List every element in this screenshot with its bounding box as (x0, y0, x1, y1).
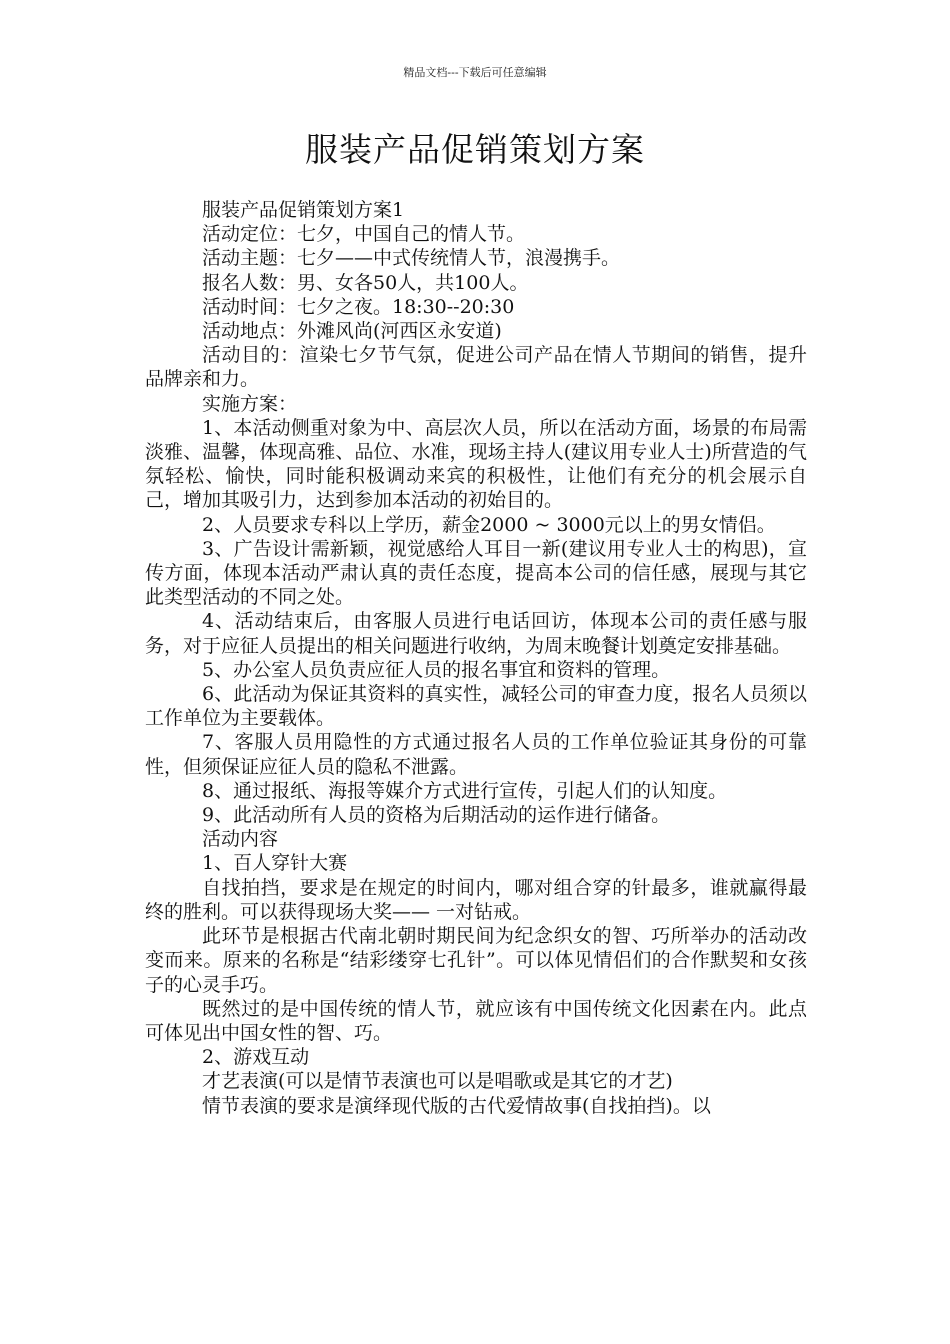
paragraph-subtitle: 服装产品促销策划方案1 (202, 199, 405, 221)
paragraph-plan-item-3: 3、广告设计需新颖，视觉感给人耳目一新(建议用专业人士的构思)，宣传方面，体现本活动严肃认真的责任态度，提高本公司的信任感，展现与其它此类型活动的不同之处。 (145, 537, 807, 609)
paragraph-purpose: 活动目的：渲染七夕节气氛，促进公司产品在情人节期间的销售，提升品牌亲和力。 (145, 344, 807, 391)
paragraph-plan-item-5: 5、办公室人员负责应征人员的报名事宜和资料的管理。 (202, 658, 671, 681)
paragraph-location: 活动地点：外滩风尚(河西区永安道) (202, 320, 502, 343)
document-body (145, 198, 807, 1118)
document-title: 服装产品促销策划方案 (305, 130, 645, 169)
paragraph-plan-item-6: 6、此活动为保证其资料的真实性，减轻公司的审查力度，报名人员须以工作单位为主要载体。 (145, 683, 807, 730)
paragraph-plan-item-1: 1、本活动侧重对象为中、高层次人员，所以在活动方面，场景的布局需淡雅、温馨，体现高雅、品位、水准，现场主持人(建议用专业人士)所营造的气氛轻松、愉快，同时能积极调动来宾的积极性，让他们有充分的机会展示自己，增加其吸引力，达到参加本活动的初始目的。 (145, 416, 807, 512)
paragraph-plan-item-4: 4、活动结束后，由客服人员进行电话回访，体现本公司的责任感与服务，对于应征人员提出的相关问题进行收纳，为周末晚餐计划奠定安排基础。 (145, 610, 807, 657)
paragraph-plan-item-7: 7、客服人员用隐性的方式通过报名人员的工作单位验证其身份的可靠性，但须保证应征人员的隐私不泄露。 (145, 731, 807, 778)
paragraph-content-heading: 活动内容 (202, 828, 279, 851)
paragraph-needle-culture: 既然过的是中国传统的情人节，就应该有中国传统文化因素在内。此点可体见出中国女性的智、巧。 (145, 997, 807, 1044)
paragraph-drama-rules: 情节表演的要求是演绎现代版的古代爱情故事(自找拍挡)。以 (202, 1094, 711, 1117)
paragraph-positioning: 活动定位：七夕，中国自己的情人节。 (202, 223, 526, 246)
paragraph-content-item-1: 1、百人穿针大赛 (202, 852, 348, 875)
paragraph-plan-item-8: 8、通过报纸、海报等媒介方式进行宣传，引起人们的认知度。 (202, 779, 728, 802)
paragraph-talent-show: 才艺表演(可以是情节表演也可以是唱歌或是其它的才艺) (202, 1070, 673, 1093)
paragraph-plan-heading: 实施方案： (202, 392, 298, 415)
paragraph-plan-item-9: 9、此活动所有人员的资格为后期活动的运作进行储备。 (202, 804, 671, 827)
paragraph-content-item-2: 2、游戏互动 (202, 1046, 310, 1069)
paragraph-needle-origin: 此环节是根据古代南北朝时期民间为纪念织女的智、巧所举办的活动改变而来。原来的名称是“结彩缕穿七孔针”。可以体见情侣们的合作默契和女孩子的心灵手巧。 (145, 925, 807, 996)
paragraph-theme: 活动主题：七夕——中式传统情人节，浪漫携手。 (202, 247, 621, 270)
paragraph-participants: 报名人数：男、女各50人，共100人。 (202, 271, 529, 294)
paragraph-plan-item-2: 2、人员要求专科以上学历，薪金2000 ~ 3000元以上的男女情侣。 (202, 513, 776, 536)
paragraph-time: 活动时间：七夕之夜。18:30--20:30 (202, 295, 515, 318)
header-note: 精品文档---下载后可任意编辑 (403, 66, 547, 79)
paragraph-needle-rules: 自找拍挡，要求是在规定的时间内，哪对组合穿的针最多，谁就赢得最终的胜利。可以获得现场大奖—— 一对钻戒。 (145, 876, 807, 923)
